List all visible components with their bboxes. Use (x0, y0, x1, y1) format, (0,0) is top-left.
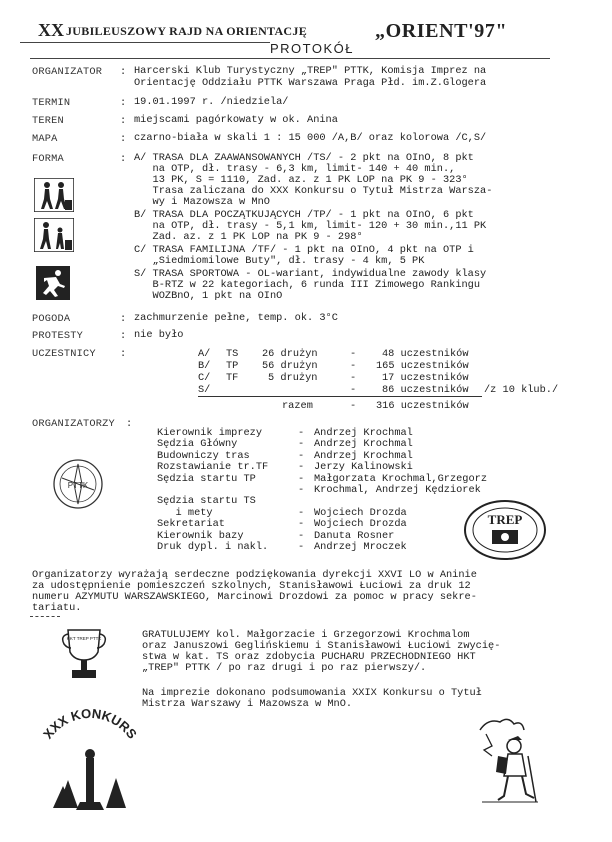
forma-a-2: na OTP, dł. trasy - 6,3 km, limit- 140 + 40 min., (134, 163, 456, 175)
organizatorzy-role: Sędzia startu TP (157, 472, 256, 485)
organizatorzy-dash: - (298, 461, 305, 474)
label-mapa: MAPA (32, 133, 58, 145)
forma-c-1: C/ TRASA FAMILIJNA /TF/ - 1 pkt na OInO, 4 pkt na OTP i (134, 244, 474, 256)
pttk-compass-logo-icon (52, 458, 104, 510)
label-uczestnicy: UCZESTNICY (32, 348, 96, 360)
trep-stamp-icon (462, 498, 548, 562)
organizatorzy-dash: - (298, 518, 305, 531)
header-protokol: PROTOKÓŁ (270, 41, 355, 56)
organizatorzy-role: Druk dypl. i nakl. (157, 541, 269, 553)
organizatorzy-dash: - (298, 484, 305, 496)
organizatorzy-name: Małgorzata Krochmal,Grzegorz (314, 472, 488, 485)
congrats-line-4: „TREP" PTTK / po raz drugi i po raz pierwszy/. (142, 662, 427, 674)
forma-b-3: Zad. az. z 1 PK LOP na PK 9 - 298° (134, 231, 363, 243)
hikers-icon (34, 178, 74, 212)
thanks-line-2: za udostępnienie pomieszczeń szkolnych, Stanisławowi Łuciowi za druk 12 (32, 580, 471, 592)
label-organizator: ORGANIZATOR (32, 66, 103, 78)
organizatorzy-role: i mety (157, 506, 213, 519)
organizatorzy-name: Andrzej Krochmal (314, 449, 413, 462)
forma-s-2: B-RTZ w 22 kategoriach, 6 runda III Zimowego Rankingu (134, 279, 481, 291)
label-organizatorzy: ORGANIZATORZY (32, 418, 115, 430)
teren-value: miejscami pagórkowaty w ok. Anina (134, 114, 338, 126)
uczestnicy-sum-line (198, 396, 482, 397)
svg-text:XXX KONKURS: XXX KONKURS (40, 705, 140, 742)
organizatorzy-name: Danuta Rosner (314, 529, 395, 542)
organizatorzy-dash: - (298, 449, 305, 462)
label-teren: TEREN (32, 115, 64, 127)
congrats-line-2: oraz Januszowi Geglińskiemu i Stanisławowi Łuciowi zwycię- (142, 640, 501, 652)
organizatorzy-role: Sędzia Główny (157, 438, 238, 451)
mapa-value: czarno-biała w skali 1 : 15 000 /A,B/ oraz kolorowa /C,S/ (134, 132, 487, 144)
family-icon (34, 218, 74, 252)
forma-a-4: Trasa zaliczana do XXX Konkursu o Tytuł Mistrza Warsza- (134, 185, 493, 197)
organizatorzy-role: Budowniczy tras (157, 449, 250, 462)
organizatorzy-name: Andrzej Mroczek (314, 541, 407, 553)
congrats-line-3: stwa w kat. TS oraz zdobycia PUCHARU PRZECHODNIEGO HKT (142, 651, 476, 663)
forma-a-3: 13 PK, S = 1110, Zad. az. z 1 PK LOP na PK 9 - 323° (134, 174, 468, 186)
organizator-line-2: Orientację Oddziału PTTK Warszawa Praga Płd. im.Z.Glogera (134, 77, 487, 89)
label-termin: TERMIN (32, 97, 71, 109)
header-rule-left (20, 42, 270, 43)
trophy-cup-icon (60, 626, 108, 684)
organizatorzy-role: Sekretariat (157, 518, 225, 531)
hiker-illustration-icon (478, 716, 542, 804)
label-forma: FORMA (32, 153, 64, 165)
organizatorzy-role: Sędzia startu TS (157, 495, 256, 508)
organizator-line-1: Harcerski Klub Turystyczny „TREP" PTTK, Komisja Imprez na (134, 65, 487, 77)
svg-text:PTTK: PTTK (67, 481, 89, 490)
thanks-line-1: Organizatorzy wyrażają serdeczne podziękowania dyrekcji XXVI LO w Aninie (32, 569, 477, 581)
forma-b-1: B/ TRASA DLA POCZĄTKUJĄCYCH /TP/ - 1 pkt na OInO, 6 pkt (134, 209, 474, 221)
header-orient: „ORIENT'97" (375, 20, 508, 42)
forma-b-2: na OTP, dł. trasy - 5,1 km, limit- 120 + 30 min.,11 PK (134, 220, 487, 232)
organizatorzy-name: Wojciech Drozda (314, 506, 407, 519)
organizatorzy-role: Kierownik imprezy (157, 427, 263, 439)
organizatorzy-name: Jerzy Kalinowski (314, 461, 413, 474)
forma-c-2: „Siedmiomilowe Buty", dł. trasy - 4 km, 5 PK (134, 255, 425, 267)
svg-text:HKT TREP PTTK: HKT TREP PTTK (66, 636, 102, 641)
organizatorzy-dash: - (298, 529, 305, 542)
forma-s-1: S/ TRASA SPORTOWA - OL-wariant, indywidualne zawody klasy (134, 268, 487, 280)
organizatorzy-role: Kierownik bazy (157, 529, 244, 542)
pogoda-value: zachmurzenie pełne, temp. ok. 3°C (134, 312, 338, 324)
congrats-line-1: GRATULUJEMY kol. Małgorzacie i Grzegorzowi Krochmalom (142, 629, 470, 641)
forma-a-1: A/ TRASA DLA ZAAWANSOWANYCH /TS/ - 2 pkt na OInO, 8 pkt (134, 152, 474, 164)
organizatorzy-dash: - (298, 541, 305, 553)
forma-a-5: wy i Mazowsza w MnO (134, 196, 270, 208)
summary-line-1: Na imprezie dokonano podsumowania XXIX Konkursu o Tytuł (142, 687, 482, 699)
organizatorzy-name: Wojciech Drozda (314, 518, 407, 531)
organizatorzy-dash: - (298, 427, 305, 439)
label-protesty: PROTESTY (32, 330, 84, 342)
organizatorzy-name: Andrzej Krochmal (314, 438, 413, 451)
forma-s-3: WOZBnO, 1 pkt na OInO (134, 290, 283, 302)
label-pogoda: POGODA (32, 313, 71, 325)
header-rule (30, 58, 550, 59)
runner-icon (36, 266, 70, 300)
thanks-line-3: numeru AZYMUTU WARSZAWSKIEGO, Marcinowi Drozdowi za pomoc w pracy sekre- (32, 591, 477, 603)
thanks-line-4: tariatu. (32, 602, 82, 614)
organizatorzy-dash: - (298, 438, 305, 451)
organizatorzy-dash: - (298, 472, 305, 485)
organizatorzy-name: Andrzej Krochmal (314, 427, 413, 439)
organizatorzy-name: Krochmal, Andrzej Kędziorek (314, 484, 481, 496)
organizatorzy-role: Rozstawianie tr.TF (157, 461, 269, 474)
xxx-konkurs-badge-icon (28, 700, 152, 820)
header-xx: XX (38, 20, 64, 40)
termin-value: 19.01.1997 r. /niedziela/ (134, 96, 289, 108)
svg-text:TREP: TREP (487, 512, 523, 527)
header-jubileuszowy: JUBILEUSZOWY RAJD NA ORIENTACJĘ (66, 24, 308, 38)
protesty-value: nie było (134, 329, 184, 341)
summary-line-2: Mistrza Warszawy i Mazowsza w MnO. (142, 698, 353, 710)
organizatorzy-dash: - (298, 506, 305, 519)
